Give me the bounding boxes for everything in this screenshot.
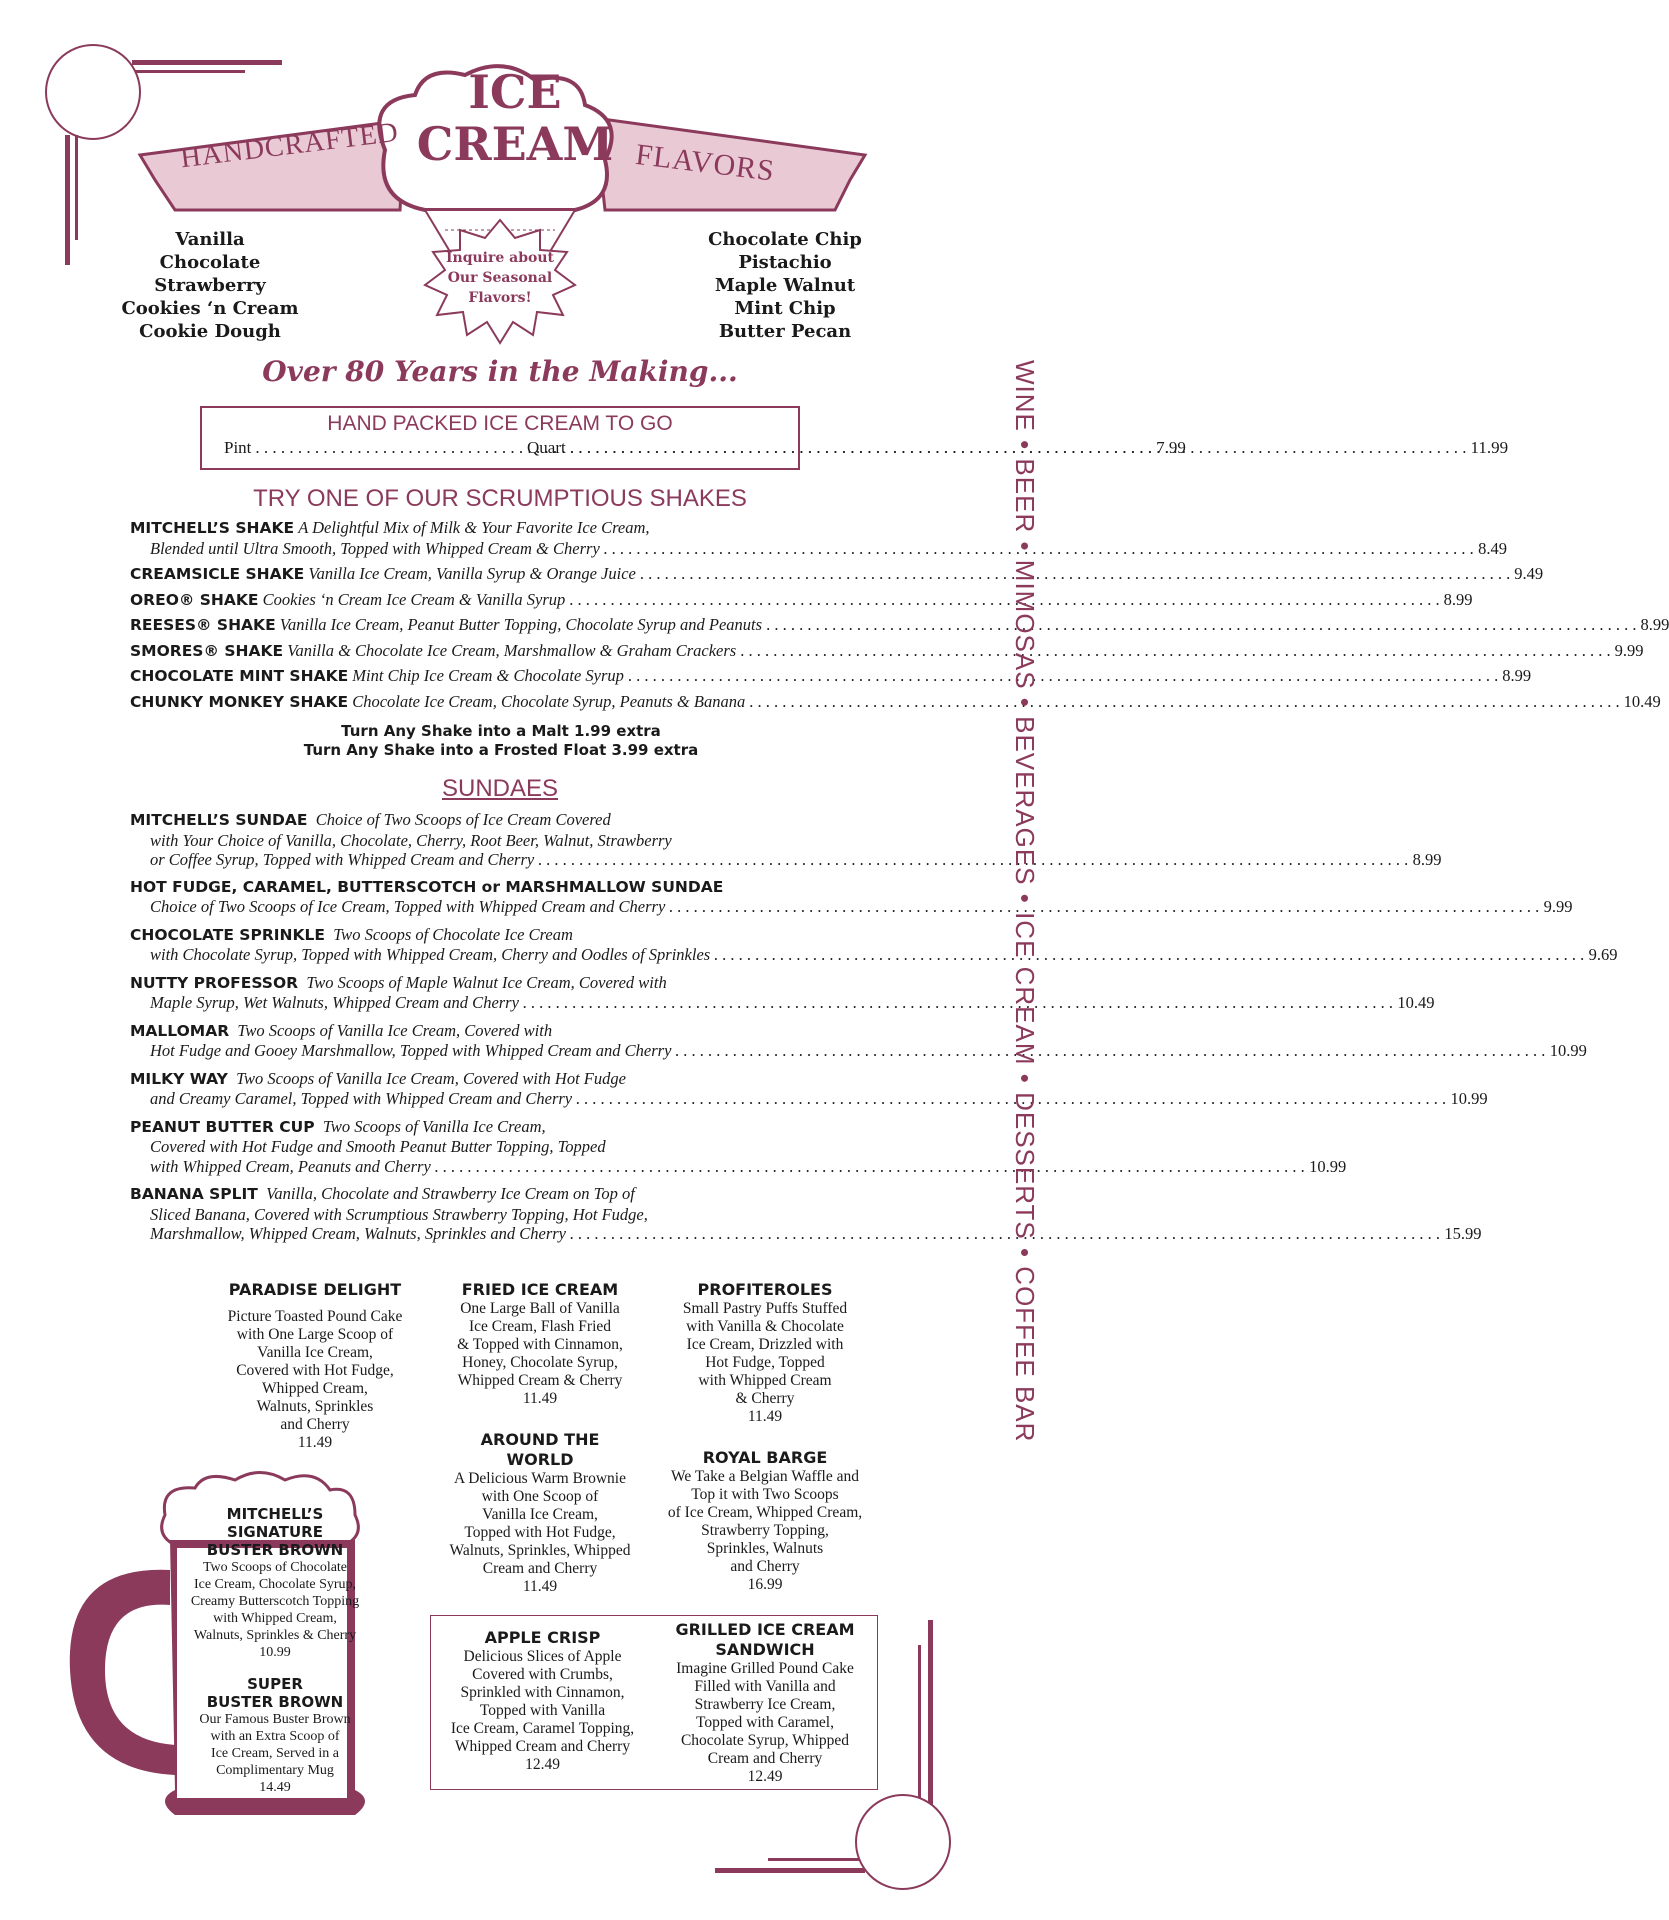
special-title: ROYAL BARGE	[702, 1448, 828, 1467]
buster-brown	[175, 1505, 375, 1661]
special-desc: Small Pastry Puffs Stuffed	[682, 1300, 848, 1317]
sundae-desc: with Whipped Cream, Peanuts and Cherry	[150, 1156, 431, 1176]
special-desc: Imagine Grilled Pound Cake	[676, 1660, 854, 1677]
sundaes-list	[130, 810, 1618, 1244]
tagline: Over 80 Years in the Making...	[262, 355, 738, 388]
sundae-name: BANANA SPLIT	[130, 1185, 258, 1203]
dot-leader	[523, 993, 1393, 1013]
special-title: SANDWICH	[715, 1640, 815, 1659]
special-desc: and Cherry	[280, 1416, 350, 1433]
sundae-price: 9.99	[1543, 897, 1573, 916]
special-desc: of Ice Cream, Whipped Cream,	[667, 1504, 863, 1521]
hand-packed-prices	[202, 438, 1509, 458]
special-desc: Picture Toasted Pound Cake	[227, 1308, 403, 1325]
corner-ornament-bottom-right	[710, 1620, 960, 1890]
special-desc: Topped with Hot Fudge,	[464, 1524, 616, 1541]
special-desc: Filled with Vanilla and	[694, 1678, 836, 1695]
sundae-item	[130, 810, 1442, 870]
special-desc: Sprinkles, Walnuts	[706, 1540, 824, 1557]
shake-extra-malt: Turn Any Shake into a Malt 1.99 extra	[341, 722, 661, 740]
sundae-desc: Choice of Two Scoops of Ice Cream, Topped with Whipped Cream and Cherry	[150, 897, 666, 916]
special-title: SIGNATURE	[227, 1523, 323, 1541]
flavor-item: Chocolate	[159, 252, 261, 273]
apple-crisp	[435, 1628, 650, 1774]
special-title: GRILLED ICE CREAM	[675, 1620, 855, 1639]
sundae-desc: Choice of Two Scoops of Ice Cream Covered	[315, 810, 611, 829]
sundae-price: 9.69	[1588, 945, 1618, 964]
special-desc: & Topped with Cinnamon,	[457, 1336, 623, 1353]
special-desc: A Delicious Warm Brownie	[454, 1470, 626, 1487]
sundae-desc: Two Scoops of Maple Walnut Ice Cream, Covered with	[306, 972, 667, 992]
special-desc: Honey, Chocolate Syrup,	[462, 1354, 618, 1371]
sundae-price: 10.99	[1549, 1041, 1587, 1060]
flavor-item: Mint Chip	[734, 298, 836, 319]
special-desc: Delicious Slices of Apple	[463, 1648, 622, 1665]
shake-price: 8.99	[1640, 615, 1669, 634]
special-price: 11.49	[522, 1578, 558, 1595]
dot-leader	[570, 1224, 1440, 1244]
sundae-item	[130, 877, 1573, 917]
sundae-desc: and Creamy Caramel, Topped with Whipped Cream and Cherry	[150, 1089, 573, 1108]
special-desc: Ice Cream, Chocolate Syrup,	[193, 1577, 357, 1592]
special-title: BUSTER BROWN	[206, 1693, 344, 1711]
sundae-desc: Sliced Banana, Covered with Scrumptious Strawberry Topping, Hot Fudge,	[150, 1204, 648, 1224]
dot-leader	[669, 897, 1539, 917]
sundae-desc: Two Scoops of Vanilla Ice Cream, Covered with Hot Fudge	[236, 1068, 626, 1088]
sundae-name: NUTTY PROFESSOR	[130, 973, 299, 992]
flavors-left-list	[110, 228, 310, 343]
flavor-item: Maple Walnut	[714, 275, 856, 296]
seasonal-note-line: Inquire about	[445, 250, 554, 266]
flavor-item: Vanilla	[175, 229, 245, 250]
special-desc: Creamy Butterscotch Topping	[190, 1594, 360, 1609]
sundae-desc: Marshmallow, Whipped Cream, Walnuts, Sprinkles and Cherry	[150, 1224, 567, 1243]
special-price: 12.49	[747, 1768, 783, 1785]
shake-name: SMORES® SHAKE	[130, 641, 284, 660]
special-desc: Cream and Cherry	[482, 1560, 598, 1577]
special-desc: One Large Ball of Vanilla	[460, 1300, 620, 1317]
shake-price: 8.49	[1478, 538, 1508, 558]
special-price: 11.49	[747, 1408, 783, 1425]
sundaes-title: SUNDAES	[441, 775, 559, 802]
hand-packed-box	[200, 406, 1509, 470]
special-desc: Ice Cream, Caramel Topping,	[450, 1720, 635, 1737]
sundae-price: 15.99	[1444, 1224, 1482, 1243]
pint-label: Pint	[224, 438, 252, 457]
profiteroles	[655, 1280, 875, 1426]
dot-leader	[538, 850, 1408, 870]
seasonal-note	[425, 248, 575, 308]
special-price: 12.49	[525, 1756, 560, 1773]
pint-price: 7.99	[1156, 438, 1186, 457]
seasonal-note-line: Flavors!	[468, 290, 532, 306]
special-desc: with an Extra Scoop of	[210, 1729, 340, 1744]
dot-leader	[435, 1157, 1305, 1177]
special-desc: Whipped Cream and Cherry	[454, 1738, 631, 1755]
sundae-name: MILKY WAY	[130, 1069, 228, 1088]
sundae-name: MITCHELL’S SUNDAE	[130, 811, 308, 829]
fried-ice-cream	[430, 1280, 650, 1408]
flavors-right-list	[685, 228, 885, 343]
shake-desc: A Delightful Mix of Milk & Your Favorite Ice Cream,	[298, 518, 650, 537]
sundae-desc: with Your Choice of Vanilla, Chocolate, Cherry, Root Beer, Walnut, Strawberry	[150, 830, 672, 850]
shake-desc: Vanilla & Chocolate Ice Cream, Marshmallow & Graham Crackers	[287, 640, 737, 660]
dot-leader	[766, 615, 1636, 635]
special-desc: & Cherry	[735, 1390, 795, 1407]
special-desc: Vanilla Ice Cream,	[482, 1506, 598, 1523]
shake-desc: Cookies ‘n Cream Ice Cream & Vanilla Syrup	[262, 589, 566, 609]
sundae-price: 8.99	[1412, 850, 1442, 869]
special-desc: Topped with Caramel,	[696, 1714, 834, 1731]
side-banner: WINE • BEER • MIMOSAS • BEVERAGES • ICE CREAM • DESSERTS • COFFEE BAR	[1010, 360, 1040, 1443]
shake-desc: Vanilla Ice Cream, Vanilla Syrup & Orange Juice	[308, 564, 636, 583]
sundae-desc: with Chocolate Syrup, Topped with Whipped Cream, Cherry and Oodles of Sprinkles	[150, 945, 711, 964]
shake-item	[130, 615, 1669, 636]
shake-name: CHUNKY MONKEY SHAKE	[130, 692, 349, 711]
special-desc: Top it with Two Scoops	[691, 1486, 839, 1503]
dot-leader	[675, 1041, 1545, 1061]
special-desc: Strawberry Ice Cream,	[694, 1696, 836, 1713]
dot-leader	[569, 590, 1439, 610]
shakes-list	[130, 518, 1669, 760]
special-desc: We Take a Belgian Waffle and	[671, 1468, 859, 1485]
flavor-item: Butter Pecan	[718, 321, 852, 342]
special-title: SUPER	[247, 1675, 303, 1693]
flavor-item: Chocolate Chip	[708, 229, 862, 250]
sundae-item	[130, 1184, 1482, 1244]
sundae-item	[130, 1020, 1587, 1061]
shake-desc: Mint Chip Ice Cream & Chocolate Syrup	[352, 666, 624, 685]
banner-title-cream: CREAM	[416, 117, 614, 171]
sundae-desc: or Coffee Syrup, Topped with Whipped Cream and Cherry	[150, 850, 535, 869]
banner-flavors: FLAVORS	[633, 137, 777, 188]
shake-desc: Vanilla Ice Cream, Peanut Butter Topping, Chocolate Syrup and Peanuts	[279, 615, 763, 634]
sundae-desc: Two Scoops of Vanilla Ice Cream,	[322, 1116, 546, 1136]
shake-item	[130, 564, 1544, 585]
special-desc: Topped with Vanilla	[479, 1702, 606, 1719]
sundae-desc: Covered with Hot Fudge and Smooth Peanut Butter Topping, Topped	[150, 1137, 606, 1156]
sundae-desc: Two Scoops of Chocolate Ice Cream	[333, 924, 573, 944]
flavor-item: Strawberry	[154, 275, 266, 296]
special-desc: Ice Cream, Flash Fried	[468, 1318, 612, 1335]
special-price: 11.49	[522, 1390, 558, 1407]
shake-name: MITCHELL’S SHAKE	[130, 519, 295, 537]
special-desc: Walnuts, Sprinkles	[256, 1398, 374, 1415]
sundae-item	[130, 972, 1435, 1013]
sundae-name: MALLOMAR	[130, 1021, 230, 1040]
flavor-item: Pistachio	[738, 252, 832, 273]
special-title: MITCHELL’S	[226, 1505, 324, 1523]
shake-extra-float: Turn Any Shake into a Frosted Float 3.99 extra	[303, 741, 699, 759]
super-buster-brown	[175, 1675, 375, 1796]
dot-leader	[714, 945, 1584, 965]
shake-name: OREO® SHAKE	[130, 590, 259, 609]
special-title: AROUND THE	[480, 1430, 600, 1449]
special-price: 14.49	[259, 1780, 291, 1795]
dot-leader	[628, 666, 1498, 686]
paradise-delight	[200, 1280, 430, 1452]
royal-barge	[655, 1448, 875, 1594]
special-price: 16.99	[747, 1576, 783, 1593]
special-desc: with Vanilla & Chocolate	[686, 1318, 844, 1335]
special-title: PARADISE DELIGHT	[228, 1280, 402, 1299]
shake-name: REESES® SHAKE	[130, 616, 276, 634]
shake-item	[130, 518, 1508, 558]
special-title: PROFITEROLES	[697, 1280, 833, 1299]
special-desc: and Cherry	[730, 1558, 800, 1575]
shake-item	[130, 589, 1473, 611]
special-desc: with One Large Scoop of	[236, 1326, 394, 1343]
sundae-desc: Hot Fudge and Gooey Marshmallow, Topped with Whipped Cream and Cherry	[150, 1041, 672, 1060]
shake-name: CHOCOLATE MINT SHAKE	[130, 667, 349, 685]
sundae-price: 10.49	[1397, 993, 1435, 1012]
shake-name: CREAMSICLE SHAKE	[130, 565, 305, 583]
sundae-item	[130, 1068, 1488, 1109]
special-desc: with Whipped Cream,	[213, 1611, 337, 1626]
shake-price: 8.99	[1443, 589, 1473, 609]
special-price: 10.99	[259, 1645, 291, 1660]
shake-price: 10.49	[1623, 691, 1661, 711]
special-desc: Complimentary Mug	[216, 1763, 334, 1778]
sundae-name: CHOCOLATE SPRINKLE	[130, 925, 325, 944]
dot-leader	[740, 641, 1610, 661]
special-desc: Whipped Cream,	[262, 1380, 368, 1397]
special-desc: Covered with Crumbs,	[472, 1666, 613, 1683]
special-desc: Whipped Cream & Cherry	[457, 1372, 623, 1389]
special-title: APPLE CRISP	[484, 1628, 601, 1647]
special-desc: Two Scoops of Chocolate	[202, 1560, 348, 1575]
sundae-desc: Two Scoops of Vanilla Ice Cream, Covered with	[237, 1020, 553, 1040]
sundae-name: PEANUT BUTTER CUP	[130, 1117, 315, 1136]
special-desc: Walnuts, Sprinkles & Cherry	[193, 1628, 357, 1643]
special-title: WORLD	[506, 1450, 574, 1469]
special-desc: Cream and Cherry	[707, 1750, 823, 1767]
around-the-world	[430, 1430, 650, 1596]
shake-item	[130, 666, 1532, 687]
quart-label: Quart	[527, 438, 566, 457]
special-title: BUSTER BROWN	[206, 1541, 344, 1559]
shake-item	[130, 691, 1661, 713]
special-title: FRIED ICE CREAM	[461, 1280, 619, 1299]
special-desc: Ice Cream, Drizzled with	[686, 1336, 844, 1353]
shakes-title: TRY ONE OF OUR SCRUMPTIOUS SHAKES	[253, 485, 747, 512]
special-desc: Covered with Hot Fudge,	[236, 1362, 394, 1379]
special-desc: Chocolate Syrup, Whipped	[680, 1732, 850, 1749]
special-desc: with Whipped Cream	[698, 1372, 832, 1389]
shake-price: 9.99	[1614, 640, 1644, 660]
special-desc: Hot Fudge, Topped	[705, 1354, 825, 1371]
banner-title-ice: ICE	[468, 65, 562, 119]
special-desc: Our Famous Buster Brown	[199, 1712, 351, 1727]
sundae-name: HOT FUDGE, CARAMEL, BUTTERSCOTCH or MARSHMALLOW SUNDAE	[130, 877, 724, 896]
dot-leader	[640, 564, 1510, 584]
quart-price: 11.99	[1470, 438, 1509, 457]
shake-price: 9.49	[1514, 564, 1544, 583]
flavor-item: Cookie Dough	[139, 321, 281, 342]
special-desc: with One Scoop of	[481, 1488, 599, 1505]
sundae-price: 10.99	[1309, 1156, 1347, 1176]
special-desc: Ice Cream, Served in a	[211, 1746, 339, 1761]
special-desc: Strawberry Topping,	[701, 1522, 829, 1539]
banner-handcrafted: HANDCRAFTED	[178, 116, 401, 175]
special-desc: Sprinkled with Cinnamon,	[460, 1684, 625, 1701]
shake-desc: Chocolate Ice Cream, Chocolate Syrup, Peanuts & Banana	[352, 691, 746, 711]
sundae-desc: Maple Syrup, Wet Walnuts, Whipped Cream and Cherry	[150, 993, 519, 1012]
sundae-item	[130, 924, 1618, 965]
sundae-item	[130, 1116, 1347, 1177]
special-desc: Vanilla Ice Cream,	[257, 1344, 373, 1361]
shake-desc: Blended until Ultra Smooth, Topped with Whipped Cream & Cherry	[150, 538, 600, 558]
sundae-desc: Vanilla, Chocolate and Strawberry Ice Cream on Top of	[266, 1184, 635, 1203]
sundae-price: 10.99	[1450, 1089, 1488, 1108]
shake-item	[130, 640, 1644, 662]
flavor-item: Cookies ‘n Cream	[121, 298, 299, 319]
special-price: 11.49	[297, 1434, 333, 1451]
hand-packed-title: HAND PACKED ICE CREAM TO GO	[327, 412, 673, 435]
special-desc: Walnuts, Sprinkles, Whipped	[449, 1542, 631, 1559]
seasonal-note-line: Our Seasonal	[447, 270, 553, 286]
shake-price: 8.99	[1502, 666, 1532, 685]
dot-leader	[749, 692, 1619, 712]
